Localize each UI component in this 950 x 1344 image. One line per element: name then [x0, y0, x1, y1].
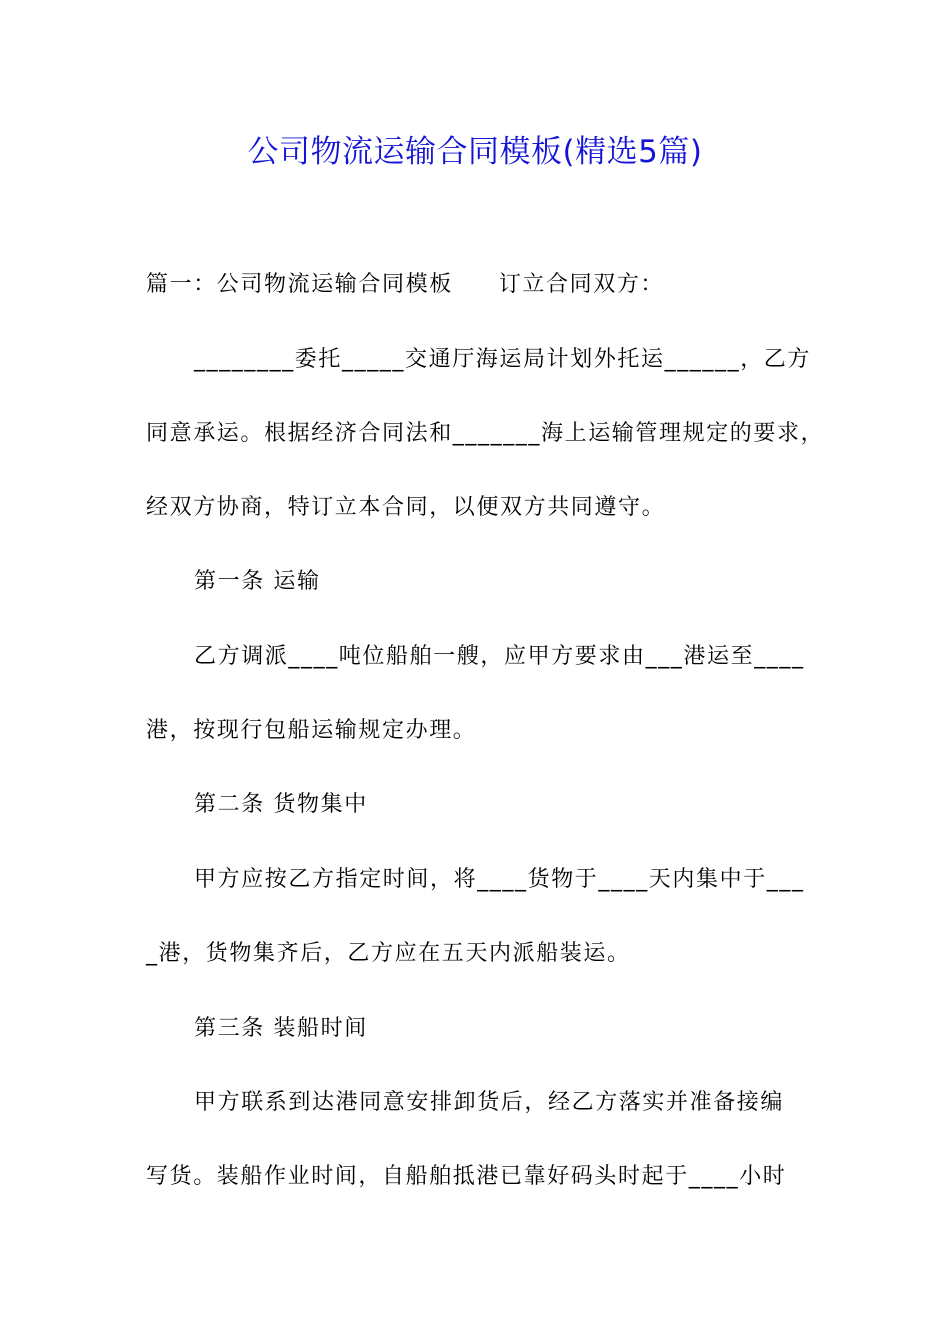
paragraph-line: 经双方协商，特订立本合同，以便双方共同遵守。 [146, 495, 666, 520]
article-heading: 第一条 运输 [194, 569, 321, 594]
paragraph-line: 甲方联系到达港同意安排卸货后，经乙方落实并准备接编 [194, 1090, 785, 1115]
paragraph-line: 港，按现行包船运输规定办理。 [146, 718, 477, 743]
parties-label: 订立合同双方： [498, 272, 665, 297]
paragraph-line: 甲方应按乙方指定时间，将____货物于____天内集中于___ [194, 867, 805, 892]
article-heading: 第二条 货物集中 [194, 792, 368, 817]
section-heading-line [146, 269, 816, 301]
paragraph-line: ________委托_____交通厅海运局计划外托运______，乙方 [194, 347, 812, 372]
article-heading: 第三条 装船时间 [194, 1016, 368, 1041]
document-title: 公司物流运输合同模板(精选5篇) [247, 134, 703, 170]
section-heading: 篇一：公司物流运输合同模板 [146, 272, 453, 297]
paragraph-line: 同意承运。根据经济合同法和_______海上运输管理规定的要求， [146, 421, 825, 446]
paragraph-line: 写货。装船作业时间，自船舶抵港已靠好码头时起于____小时 [146, 1164, 787, 1189]
paragraph-line: _港，货物集齐后，乙方应在五天内派船装运。 [146, 941, 631, 966]
paragraph-line: 乙方调派____吨位船舶一艘，应甲方要求由___港运至____ [194, 644, 805, 669]
